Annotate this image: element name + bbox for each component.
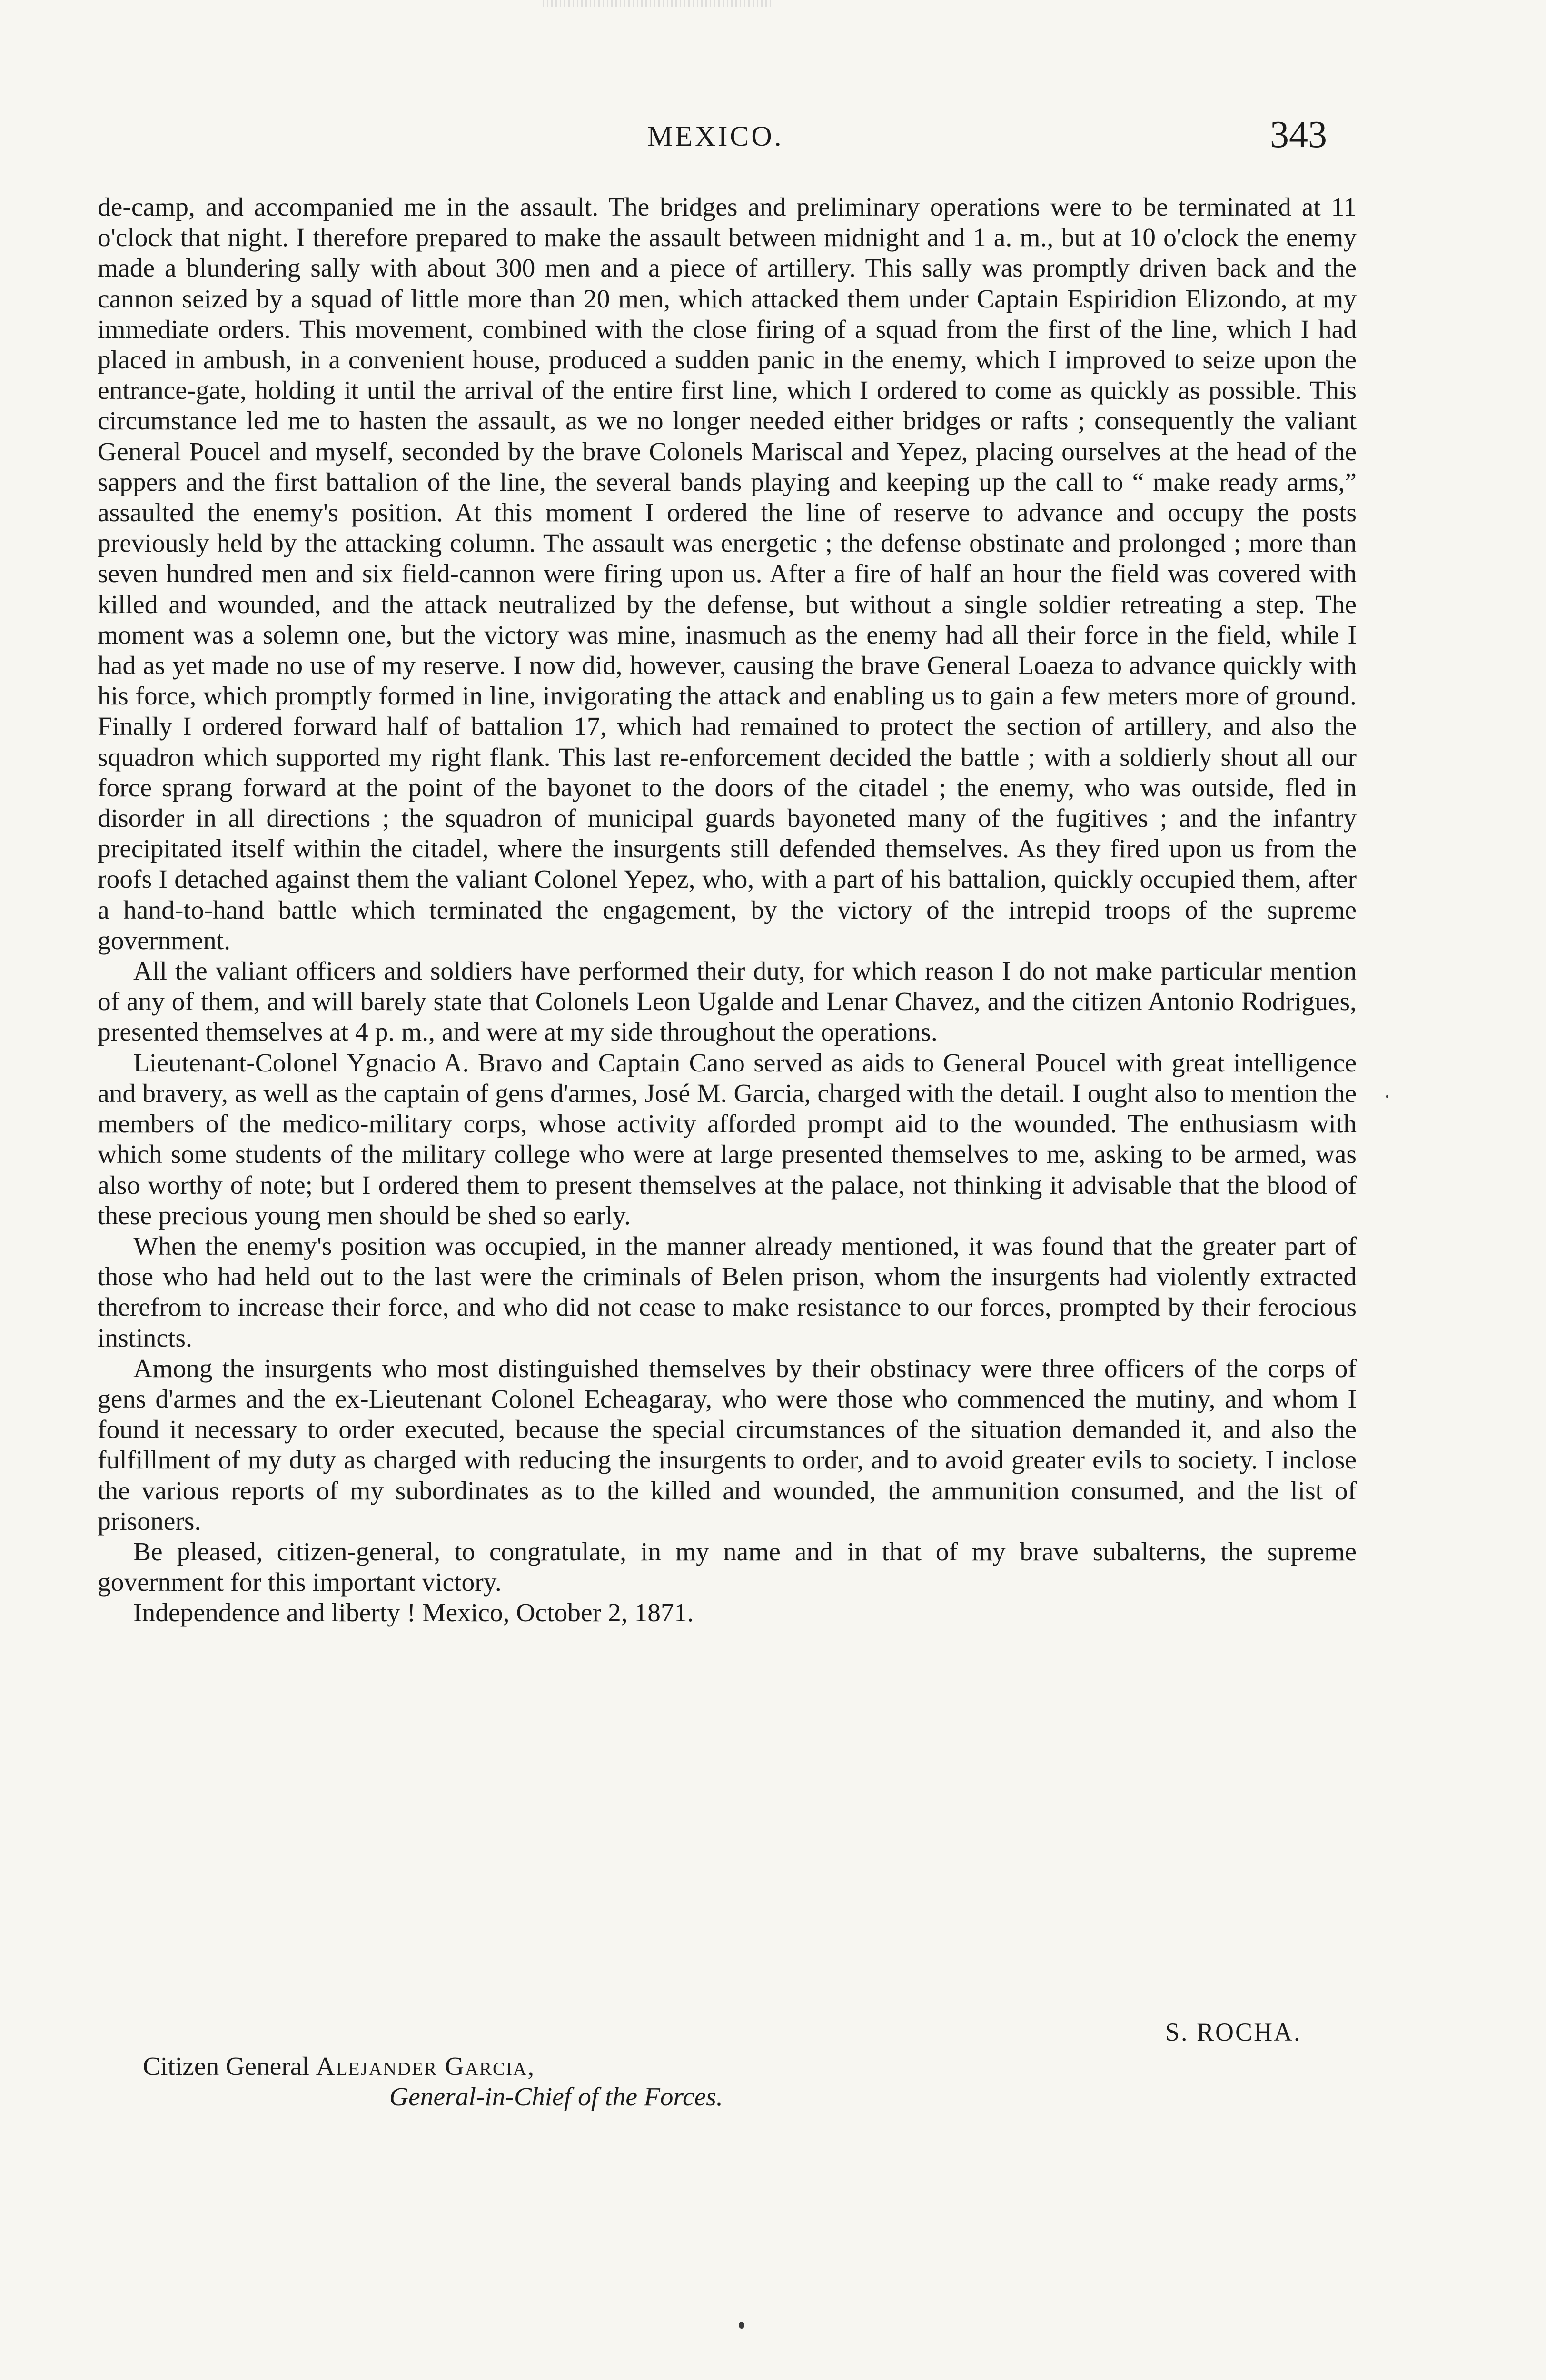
paragraph: de-camp, and accompanied me in the assault. The bridges and preliminary operations were to be terminated at 11 o'clock that night. I therefore prepared to make the assault between midnight and 1 a. m., but at 10 o'clock the enemy made a blundering sally with about 300 men and a piece of artillery. This sally was promptly driven back and the cannon seized by a squad of little more than 20 men, which attacked them under Captain Espiridion Elizondo, at my immediate orders. This movement, combined with the close firing of a squad from the first of the line, which I had placed in ambush, in a convenient house, produced a sudden panic in the enemy, which I improved to seize upon the entrance-gate, holding it until the arrival of the entire first line, which I ordered to come as quickly as possible. This circumstance led me to hasten the assault, as we no longer needed either bridges or rafts ; consequently the valiant General Poucel and myself, seconded by the brave Colonels Mariscal and Yepez, placing ourselves at the head of the sappers and the first battalion of the line, the several bands playing and keeping up the call to “ make ready arms,” assaulted the enemy's position. At this moment I ordered the line of reserve to advance and occupy the posts previously held by the attacking column. The assault was energetic ; the defense obstinate and prolonged ; more than seven hundred men and six field-cannon were firing upon us. After a fire of half an hour the field was covered with killed and wounded, and the attack neutralized by the defense, but without a single soldier retreating a step. The moment was a solemn one, but the victory was mine, inasmuch as the enemy had all their force in the field, while I had as yet made no use of my reserve. I now did, however, causing the brave General Loaeza to advance quickly with his force, which promptly formed in line, invigorating the attack and enabling us to gain a few meters more of ground. Finally I ordered forward half of battalion 17, which had remained to protect the section of artillery, and also the squadron which supported my right flank. This last re-enforcement decided the battle ; with a soldierly shout all our force sprang forward at the point of the bayonet to the doors of the citadel ; the enemy, who was outside, fled in disorder in all directions ; the squadron of municipal guards bayoneted many of the fugitives ; and the infantry precipitated itself within the citadel, where the insurgents still defended themselves. As they fired upon us from the roofs I detached against them the valiant Colonel Yepez, who, with a part of his battalion, quickly occupied them, after a hand-to-hand battle which terminated the engagement, by the victory of the intrepid troops of the supreme government. [98, 193, 1357, 955]
addressee-title: General-in-Chief of the Forces. [389, 2082, 723, 2112]
paragraph: When the enemy's position was occupied, in the manner already mentioned, it was found that the greater part of those who had held out to the last were the criminals of Belen prison, whom the insurgents had violently extracted therefrom to increase their force, and who did not cease to make resistance to our forces, prompted by their ferocious instincts. [98, 1231, 1357, 1353]
signature: S. ROCHA. [1165, 2018, 1302, 2046]
header-title: MEXICO. [647, 120, 784, 152]
page-number: 343 [1270, 114, 1327, 156]
ink-speck [739, 2322, 744, 2329]
paragraph: Be pleased, citizen-general, to congratulate, in my name and in that of my brave subalterns, the supreme government for this important victory. [98, 1537, 1357, 1597]
addressee-name: Alejander Garcia, [316, 2052, 535, 2081]
paragraph: Lieutenant-Colonel Ygnacio A. Bravo and Captain Cano served as aids to General Poucel with great intelligence and bravery, as well as the captain of gens d'armes, José M. Garcia, charged with the detail. I ought also to mention the members of the medico-military corps, whose activity afforded prompt aid to the wounded. The enthusiasm with which some students of the military college who were at large presented themselves to me, asking to be armed, was also worthy of note; but I ordered them to present themselves at the palace, not thinking it advisable that the blood of these precious young men should be shed so early. [98, 1048, 1357, 1230]
addressee-prefix: Citizen General [143, 2052, 316, 2081]
ink-speck [1386, 1095, 1388, 1098]
scan-artifact [543, 0, 771, 7]
paragraph: All the valiant officers and soldiers have performed their duty, for which reason I do not make particular mention of any of them, and will barely state that Colonels Leon Ugalde and Lenar Chavez, and the citizen Antonio Rodrigues, presented themselves at 4 p. m., and were at my side throughout the operations. [98, 957, 1357, 1047]
body-text [98, 192, 1357, 1629]
paragraph: Independence and liberty ! Mexico, October 2, 1871. [133, 1598, 694, 1628]
addressee [143, 2052, 723, 2112]
running-head [0, 113, 1546, 156]
paragraph: Among the insurgents who most distinguished themselves by their obstinacy were three officers of the corps of gens d'armes and the ex-Lieutenant Colonel Echeagaray, who were those who commenced the mutiny, and whom I found it necessary to order executed, because the special circumstances of the situation demanded it, and also the fulfillment of my duty as charged with reducing the insurgents to order, and to avoid greater evils to society. I inclose the various reports of my subordinates as to the killed and wounded, the ammunition consumed, and the list of prisoners. [98, 1354, 1357, 1536]
